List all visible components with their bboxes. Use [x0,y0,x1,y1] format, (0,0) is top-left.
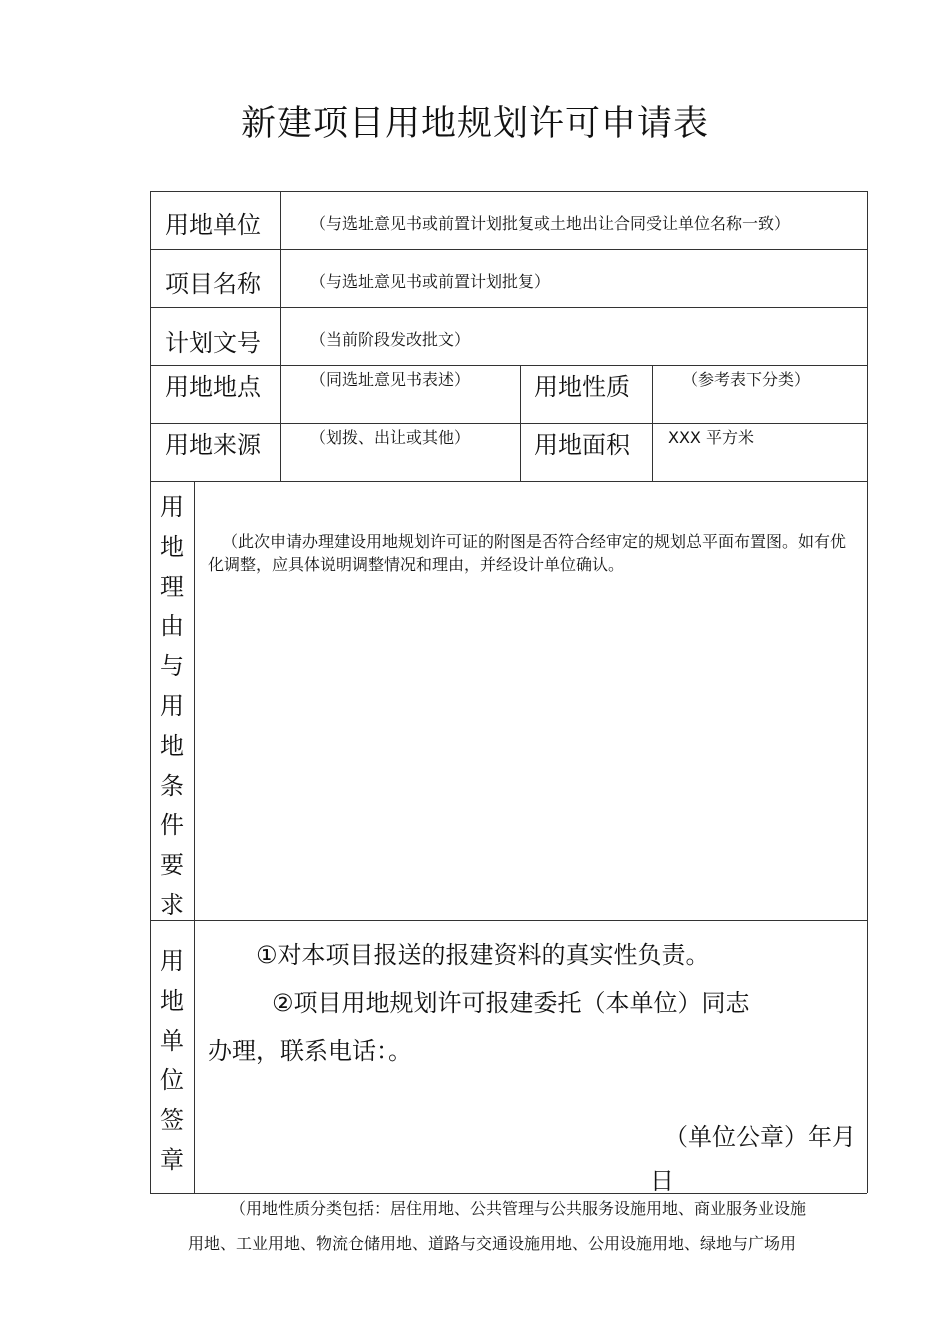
table-border-right [867,191,868,1193]
land-location-label: 用地地点 [165,373,261,401]
land-source-label: 用地来源 [165,431,261,459]
land-nature-label: 用地性质 [534,373,630,401]
plan-doc-no-label: 计划文号 [165,329,261,357]
row-divider [150,920,867,921]
row-divider [150,307,867,308]
project-name-label: 项目名称 [165,270,261,298]
footnote-line-1: （用地性质分类包括：居住用地、公共管理与公共服务设施用地、商业服务业设施 [230,1199,807,1218]
land-nature-field[interactable]: （参考表下分类） [682,370,811,389]
seal-text: （单位公章）年月 [664,1123,856,1151]
form-title: 新建项目用地规划许可申请表 [240,104,709,144]
signature-line-1: ①对本项目报送的报建资料的真实性负责。 [256,941,710,969]
row-divider [150,481,867,482]
plan-doc-no-field[interactable]: （当前阶段发改批文） [310,330,471,349]
table-border-left [150,191,151,1193]
reason-vertical-label: 用地理由与用地条件要求 [160,493,184,919]
table-border-top [150,191,867,192]
reason-text[interactable]: （此次申请办理建设用地规划许可证的附图是否符合经审定的规划总平面布置图。如有优化调整，应具体说明调整情况和理由，并经设计单位确认。 [208,532,847,574]
mid-column-divider [520,365,521,481]
vertical-label-divider [194,481,195,1193]
signature-vertical-label: 用地单位签章 [160,947,184,1174]
row-divider [150,423,867,424]
footnote-line-2: 用地、工业用地、物流仓储用地、道路与交通设施用地、公用设施用地、绿地与广场用 [188,1234,797,1253]
row-divider [150,249,867,250]
label-column-divider [280,191,281,481]
table-border-bottom [150,1193,867,1194]
signature-line-2: ②项目用地规划许可报建委托（本单位）同志 [272,989,750,1017]
land-unit-label: 用地单位 [165,211,261,239]
seal-day-text: 日 [650,1167,674,1195]
signature-line-3: 办理，联系电话：。 [208,1037,412,1065]
mid-label-column-divider [652,365,653,481]
project-name-field[interactable]: （与选址意见书或前置计划批复） [310,272,551,291]
land-unit-field[interactable]: （与选址意见书或前置计划批复或土地出让合同受让单位名称一致） [310,214,791,233]
land-area-label: 用地面积 [534,431,630,459]
row-divider [150,365,867,366]
land-location-field[interactable]: （同选址意见书表述） [310,370,471,389]
land-source-field[interactable]: （划拨、出让或其他） [310,428,471,447]
land-area-field[interactable]: XXX 平方米 [668,428,754,447]
